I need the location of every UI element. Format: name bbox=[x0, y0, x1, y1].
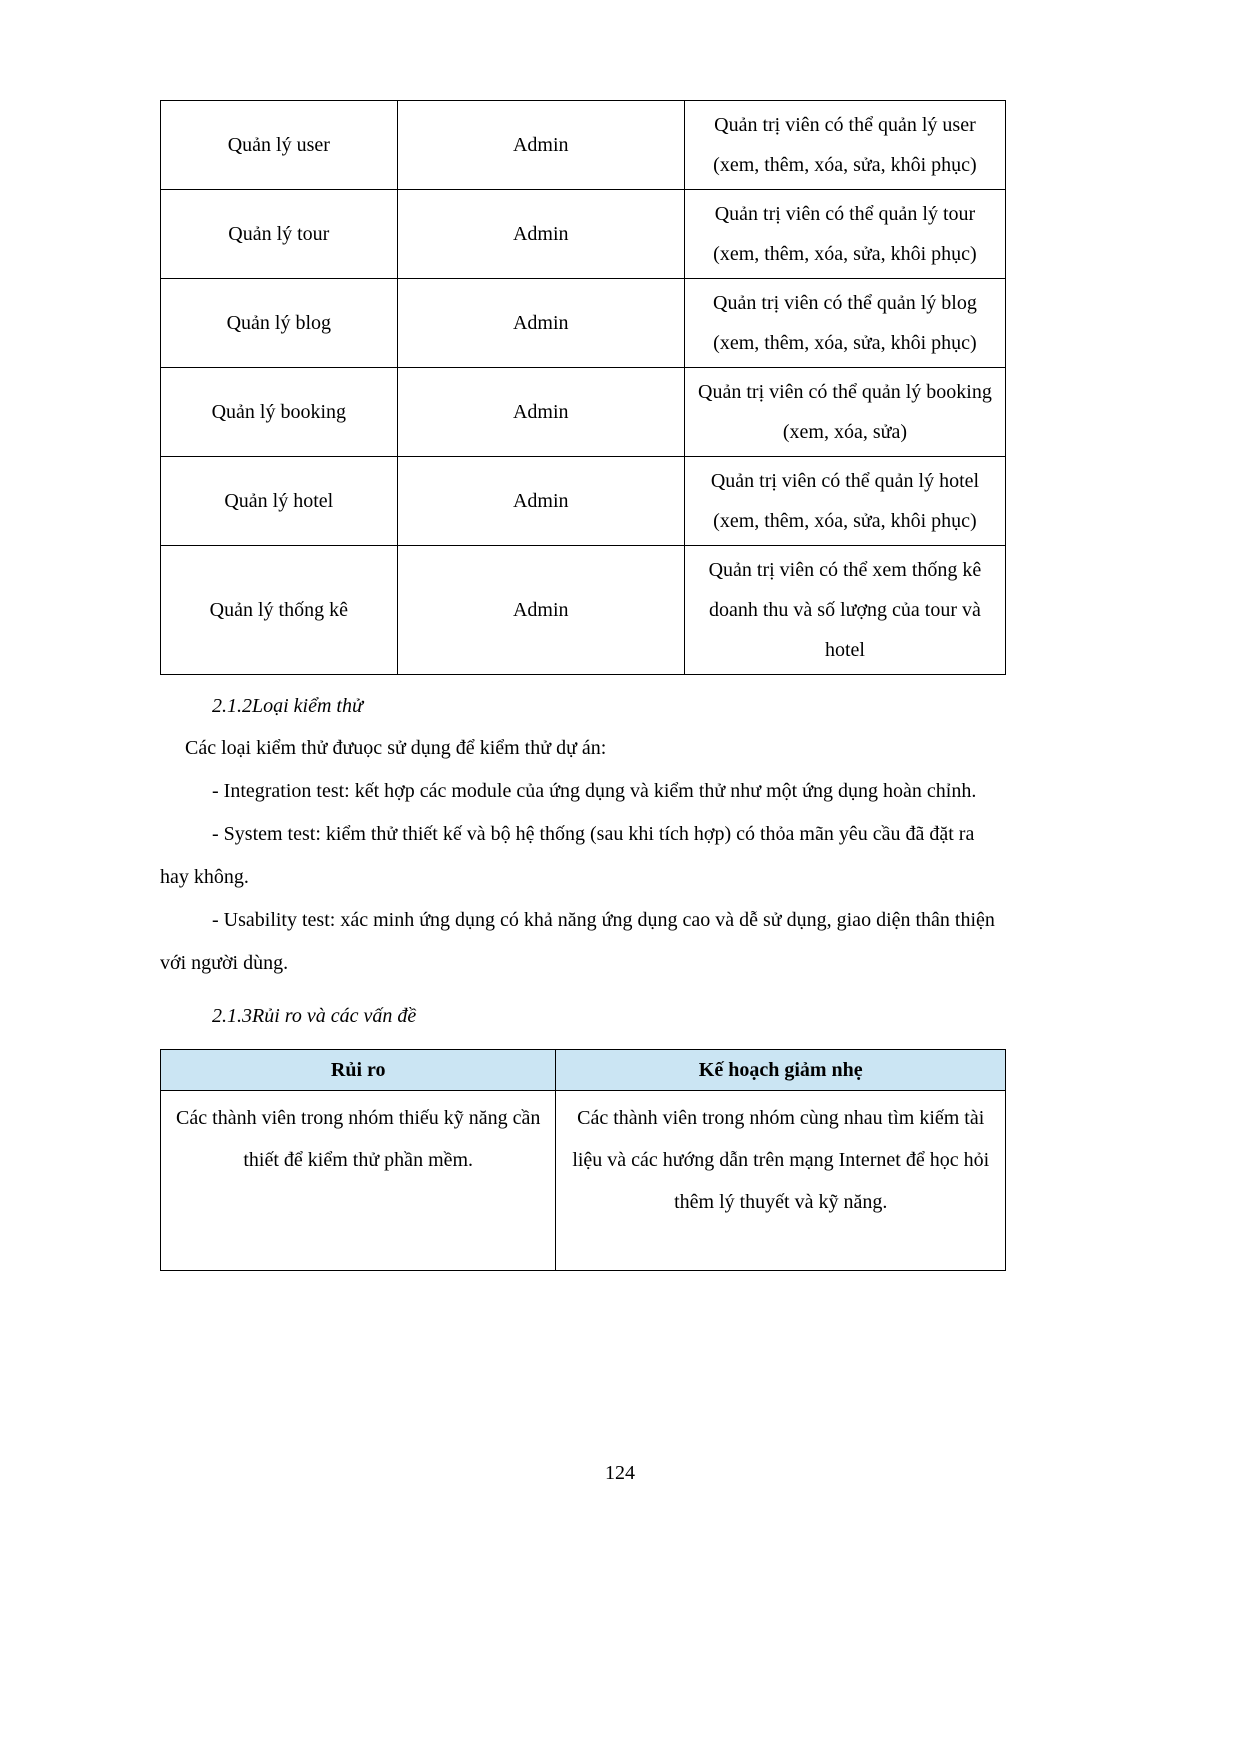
description-cell: Quản trị viên có thể quản lý tour (xem, thêm, xóa, sửa, khôi phục) bbox=[684, 190, 1005, 279]
feature-cell: Quản lý blog bbox=[161, 279, 398, 368]
table-row bbox=[161, 546, 1006, 675]
mitigation-column-header: Kế hoạch giảm nhẹ bbox=[556, 1050, 1006, 1091]
feature-cell: Quản lý thống kê bbox=[161, 546, 398, 675]
actor-cell: Admin bbox=[397, 101, 684, 190]
risk-table-header-row bbox=[161, 1050, 1006, 1091]
risk-table bbox=[160, 1049, 1006, 1271]
table-row bbox=[161, 1091, 1006, 1271]
page-content bbox=[160, 100, 1006, 1271]
description-cell: Quản trị viên có thể quản lý hotel (xem, thêm, xóa, sửa, khôi phục) bbox=[684, 457, 1005, 546]
bullet-usability-test: - Usability test: xác minh ứng dụng có khả năng ứng dụng cao và dễ sử dụng, giao diện thân thiện với người dùng. bbox=[160, 909, 995, 974]
actor-cell: Admin bbox=[397, 546, 684, 675]
feature-cell: Quản lý booking bbox=[161, 368, 398, 457]
bullet-integration-test: - Integration test: kết hợp các module của ứng dụng và kiểm thử như một ứng dụng hoàn chỉnh. bbox=[212, 780, 977, 802]
table-row bbox=[161, 279, 1006, 368]
paragraph-test-types-intro: Các loại kiểm thử đưuọc sử dụng để kiểm thử dự án: bbox=[185, 737, 607, 759]
page-number: 124 bbox=[605, 1462, 635, 1484]
table-row bbox=[161, 190, 1006, 279]
description-cell: Quản trị viên có thể xem thống kê doanh thu và số lượng của tour và hotel bbox=[684, 546, 1005, 675]
section-heading-2-1-2: 2.1.2Loại kiểm thử bbox=[212, 695, 363, 717]
actor-cell: Admin bbox=[397, 457, 684, 546]
mitigation-cell: Các thành viên trong nhóm cùng nhau tìm kiếm tài liệu và các hướng dẫn trên mạng Internet để học hỏi thêm lý thuyết và kỹ năng. bbox=[556, 1091, 1006, 1271]
description-cell: Quản trị viên có thể quản lý blog (xem, thêm, xóa, sửa, khôi phục) bbox=[684, 279, 1005, 368]
section-heading-2-1-3: 2.1.3Rủi ro và các vấn đề bbox=[212, 1005, 417, 1027]
description-cell: Quản trị viên có thể quản lý user (xem, thêm, xóa, sửa, khôi phục) bbox=[684, 101, 1005, 190]
features-table bbox=[160, 100, 1006, 675]
description-cell: Quản trị viên có thể quản lý booking (xem, xóa, sửa) bbox=[684, 368, 1005, 457]
actor-cell: Admin bbox=[397, 368, 684, 457]
table-row bbox=[161, 101, 1006, 190]
table-row bbox=[161, 368, 1006, 457]
risk-column-header: Rủi ro bbox=[161, 1050, 556, 1091]
feature-cell: Quản lý hotel bbox=[161, 457, 398, 546]
actor-cell: Admin bbox=[397, 279, 684, 368]
actor-cell: Admin bbox=[397, 190, 684, 279]
feature-cell: Quản lý user bbox=[161, 101, 398, 190]
feature-cell: Quản lý tour bbox=[161, 190, 398, 279]
risk-cell: Các thành viên trong nhóm thiếu kỹ năng cần thiết để kiểm thử phần mềm. bbox=[161, 1091, 556, 1271]
bullet-system-test: - System test: kiểm thử thiết kế và bộ hệ thống (sau khi tích hợp) có thỏa mãn yêu cầu đã đặt ra hay không. bbox=[160, 823, 975, 888]
table-row bbox=[161, 457, 1006, 546]
